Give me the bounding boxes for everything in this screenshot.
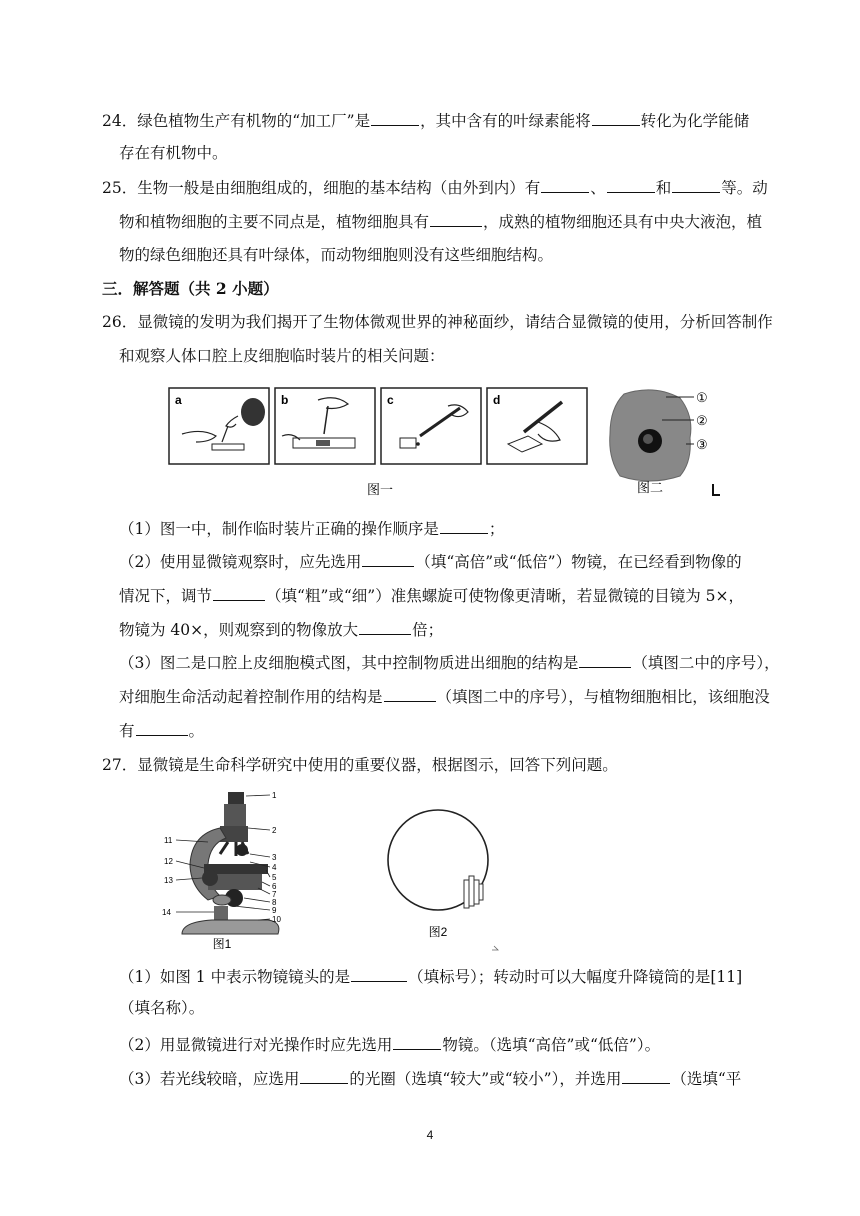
q26-p2-blank-2[interactable] <box>213 585 265 601</box>
q25-line3: 物的绿色细胞还具有叶绿体，而动物细胞则没有这些细胞结构。 <box>119 246 554 264</box>
microscope-label-2: 2 <box>272 826 277 835</box>
microscope-label-9: 9 <box>272 906 277 915</box>
q26-p2-text-d: （填“粗”或“细”）准焦螺旋可使物像更清晰，若显微镜的目镜为 5×， <box>266 587 744 605</box>
q25-blank-1[interactable] <box>541 177 589 193</box>
q26-part3-line3 <box>119 720 204 741</box>
q27-p1-text-a: （1）如图 1 中表示物镜镜头的是 <box>119 968 351 986</box>
q25-text-a: 25．生物一般是由细胞组成的，细胞的基本结构（由外到内）有 <box>102 179 541 197</box>
panel-a-label: a <box>175 393 182 407</box>
q26-part2-line1 <box>119 551 742 572</box>
q24-text-a: 24．绿色植物生产有机物的“加工厂”是 <box>102 112 371 130</box>
microscope-caption: 图1 <box>212 937 232 951</box>
q27-p2-blank[interactable] <box>393 1034 441 1050</box>
microscope-label-7: 7 <box>272 890 277 899</box>
q25-blank-3[interactable] <box>672 177 720 193</box>
microscope-label-11: 11 <box>164 836 173 845</box>
q27-p3-blank-2[interactable] <box>622 1068 670 1084</box>
q26-p3-text-f: 。 <box>188 722 205 740</box>
q24-text-c: 转化为化学能储 <box>640 112 750 130</box>
panel-c-label: c <box>387 393 394 407</box>
q26-intro-line2: 和观察人体口腔上皮细胞临时装片的相关问题： <box>119 347 445 365</box>
q26-part2-line2 <box>119 585 744 606</box>
figure-two-caption: 图二 <box>636 480 664 495</box>
microscope-label-14: 14 <box>162 908 171 917</box>
panel-d <box>487 388 587 464</box>
q25-text-e: 物和植物细胞的主要不同点是，植物细胞具有 <box>119 213 430 231</box>
microscope-label-1: 1 <box>272 791 277 800</box>
q24-blank-2[interactable] <box>592 110 640 126</box>
q25-text-c: 和 <box>655 179 672 197</box>
panel-c <box>381 388 481 464</box>
cell-label-3: ③ <box>696 437 708 452</box>
panel-b <box>275 388 375 464</box>
q27-p3-blank-1[interactable] <box>300 1068 348 1084</box>
panel-b-label: b <box>281 393 289 407</box>
q26-p3-blank-1[interactable] <box>579 652 631 668</box>
q25-blank-4[interactable] <box>430 211 482 227</box>
q26-p1-text-b: ； <box>488 520 505 538</box>
microscope-label-6: 6 <box>272 882 277 891</box>
q24-line1 <box>102 110 749 131</box>
q26-p3-blank-3[interactable] <box>136 720 188 736</box>
q24-blank-1[interactable] <box>371 110 419 126</box>
field-of-view-caption: 图2 <box>428 925 448 939</box>
q27-p1-text-b: （填标号）；转动时可以大幅度升降镜筒的是[11] <box>408 968 743 986</box>
q27-intro: 27．显微镜是生命科学研究中使用的重要仪器，根据图示，回答下列问题。 <box>102 756 618 774</box>
q26-part3-line2 <box>119 686 770 707</box>
figure-one-caption: 图一 <box>366 482 394 497</box>
q25-blank-2[interactable] <box>607 177 655 193</box>
panel-d-label: d <box>493 393 501 407</box>
section-title: 三．解答题（共 2 小题） <box>102 279 279 298</box>
q26-p3-text-e: 有 <box>119 722 135 740</box>
q26-p2-text-e: 物镜为 40×，则观察到的物像放大 <box>119 621 359 639</box>
microscope-label-5: 5 <box>272 873 277 882</box>
q27-figure-field-of-view <box>382 796 512 956</box>
q24-text-b: ，其中含有的叶绿素能将 <box>420 112 591 130</box>
q26-p2-text-c: 情况下，调节 <box>119 587 213 605</box>
q27-p2-text-a: （2）用显微镜进行对光操作时应先选用 <box>119 1036 393 1054</box>
microscope-label-13: 13 <box>164 876 173 885</box>
q25-text-f: ，成熟的植物细胞还具有中央大液泡，植 <box>483 213 763 231</box>
q27-part3 <box>119 1068 741 1089</box>
q27-part2 <box>119 1034 660 1055</box>
q26-p3-text-a: （3）图二是口腔上皮细胞模式图，其中控制物质进出细胞的结构是 <box>119 654 579 672</box>
q25-text-d: 等。动 <box>721 179 768 197</box>
q26-figure-two <box>604 384 724 506</box>
q26-part3-line1 <box>119 652 780 673</box>
q27-p2-text-b: 物镜。（选填“高倍”或“低倍”）。 <box>442 1036 661 1054</box>
microscope-label-8: 8 <box>272 898 277 907</box>
q26-p3-text-d: （填图二中的序号），与植物细胞相比，该细胞没 <box>436 688 770 706</box>
q26-part2-line3 <box>119 619 443 640</box>
q26-p2-blank-1[interactable] <box>362 551 414 567</box>
q26-figure-one <box>168 386 592 506</box>
microscope-label-10: 10 <box>272 915 281 924</box>
q27-part1-line1 <box>119 966 742 987</box>
page-number: 4 <box>426 1128 434 1142</box>
cell-label-1: ① <box>696 390 708 405</box>
q24-line2: 存在有机物中。 <box>119 144 228 162</box>
q25-line1 <box>102 177 768 198</box>
q26-p2-text-a: （2）使用显微镜观察时，应先选用 <box>119 553 362 571</box>
cell-label-2: ② <box>696 413 708 428</box>
microscope-label-4: 4 <box>272 863 277 872</box>
q26-p3-blank-2[interactable] <box>384 686 436 702</box>
q25-line2 <box>119 211 762 232</box>
q26-p1-text-a: （1）图一中，制作临时装片正确的操作顺序是 <box>119 520 439 538</box>
q27-p1-blank[interactable] <box>351 966 407 982</box>
q26-p2-text-f: 倍； <box>412 621 444 639</box>
q26-intro-line1: 26．显微镜的发明为我们揭开了生物体微观世界的神秘面纱，请结合显微镜的使用，分析回答制作 <box>102 313 773 331</box>
q27-p3-text-b: 的光圈（选填“较大”或“较小”），并选用 <box>349 1070 622 1088</box>
q26-p3-text-b: （填图二中的序号）， <box>632 654 780 672</box>
q25-text-b: 、 <box>590 179 606 197</box>
q26-p2-text-b: （填“高倍”或“低倍”）物镜，在已经看到物像的 <box>415 553 742 571</box>
q27-part1-line2: （填名称）。 <box>119 999 205 1017</box>
q26-p3-text-c: 对细胞生命活动起着控制作用的结构是 <box>119 688 383 706</box>
microscope-label-12: 12 <box>164 857 173 866</box>
q27-figure-microscope <box>158 788 298 954</box>
q27-p3-text-a: （3）若光线较暗，应选用 <box>119 1070 300 1088</box>
q26-p1-blank[interactable] <box>440 518 488 534</box>
q27-p3-text-c: （选填“平 <box>671 1070 742 1088</box>
q26-part1 <box>119 518 504 539</box>
microscope-label-3: 3 <box>272 853 277 862</box>
q26-p2-blank-3[interactable] <box>359 619 411 635</box>
panel-a <box>169 388 269 464</box>
